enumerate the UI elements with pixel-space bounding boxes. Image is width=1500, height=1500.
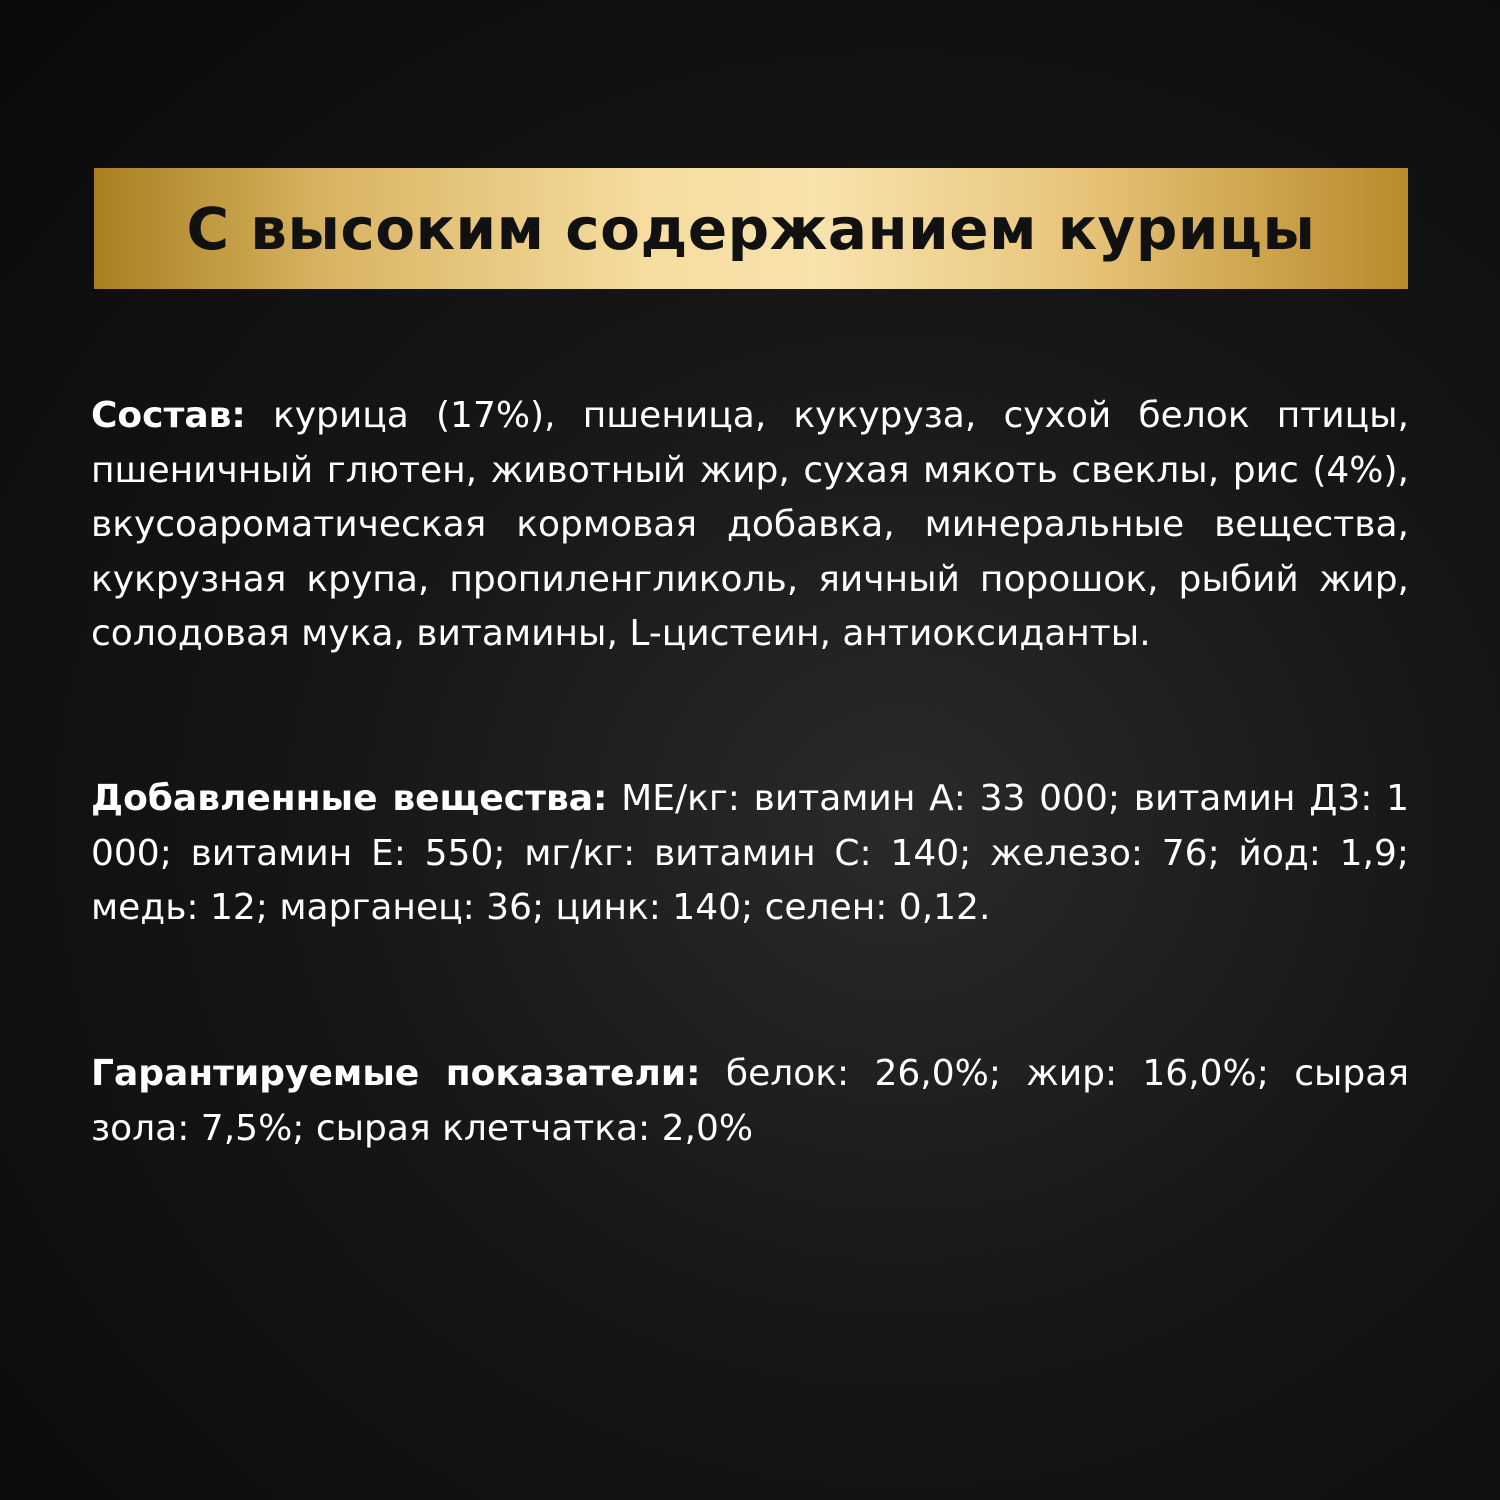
composition-text: курица (17%), пшеница, кукуруза, сухой белок птицы, пшеничный глютен, животный жир, сухая мякоть свеклы, рис (4%), вкусоароматическая кормовая добавка, минеральные вещества, кукрузная крупа, пропиленгликоль, яичный порошок, рыбий жир, солодовая мука, витамины, L-цистеин, антиоксиданты.: [91, 395, 1409, 654]
guaranteed-label: Гарантируемые показатели:: [91, 1053, 701, 1094]
additives-text: МЕ/кг: витамин А: 33 000; витамин Д3: 1 000; витамин Е: 550; мг/кг: витамин С: 140; железо: 76; йод: 1,9; медь: 12; марганец: 36; цинк: 140; селен: 0,12.: [91, 778, 1409, 928]
composition-label: Состав:: [91, 395, 246, 436]
composition-section: [91, 389, 1409, 662]
additives-label: Добавленные вещества:: [91, 778, 608, 819]
guaranteed-text: белок: 26,0%; жир: 16,0%; сырая зола: 7,5%; сырая клетчатка: 2,0%: [91, 1053, 1410, 1149]
title-banner: [94, 168, 1408, 289]
guaranteed-section: [91, 1047, 1409, 1156]
banner-title: С высоким содержанием курицы: [186, 194, 1316, 263]
additives-section: [91, 772, 1409, 936]
